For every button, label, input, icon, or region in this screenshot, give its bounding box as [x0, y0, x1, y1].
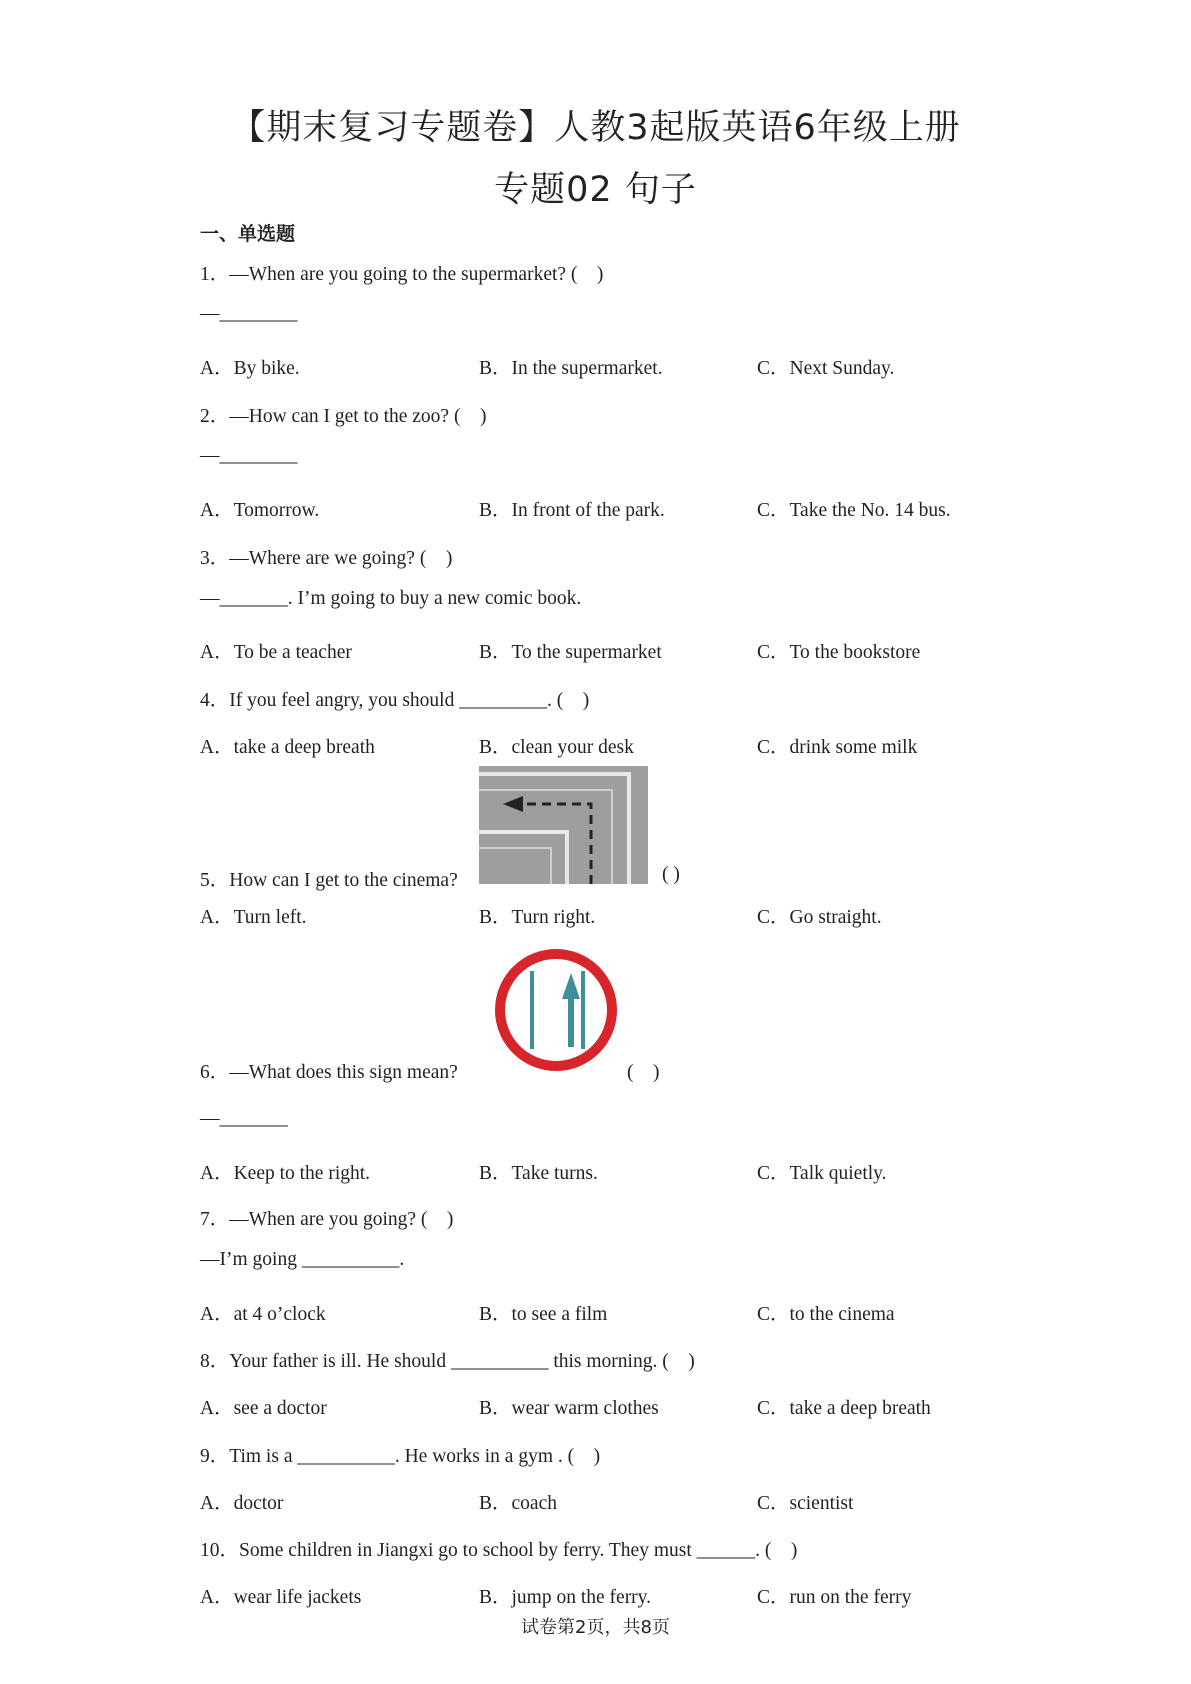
question-2-reply: —________ — [200, 445, 298, 466]
section-heading: 一、单选题 — [200, 223, 296, 245]
q2-option-c[interactable]: C．Take the No. 14 bus. — [757, 500, 951, 521]
question-5: 5．How can I get to the cinema? — [200, 870, 458, 891]
q6-option-a[interactable]: A．Keep to the right. — [200, 1163, 371, 1184]
q7-option-a[interactable]: A．at 4 o’clock — [200, 1304, 326, 1325]
road-route-image — [479, 766, 648, 884]
q5-option-c[interactable]: C．Go straight. — [757, 907, 882, 928]
q9-option-a[interactable]: A．doctor — [200, 1493, 284, 1514]
q8-option-b[interactable]: B．wear warm clothes — [479, 1398, 659, 1419]
page-title: 【期末复习专题卷】人教3起版英语6年级上册 — [230, 108, 961, 148]
q5-option-a[interactable]: A．Turn left. — [200, 907, 307, 928]
q3-option-a[interactable]: A．To be a teacher — [200, 642, 352, 663]
q4-option-c[interactable]: C．drink some milk — [757, 737, 918, 758]
question-10: 10．Some children in Jiangxi go to school by ferry. They must ______. ( ) — [200, 1540, 798, 1561]
question-9: 9．Tim is a __________. He works in a gym . ( ) — [200, 1446, 601, 1467]
question-7-reply: —I’m going __________. — [200, 1249, 405, 1270]
question-4: 4．If you feel angry, you should _________. ( ) — [200, 690, 590, 711]
q4-option-a[interactable]: A．take a deep breath — [200, 737, 375, 758]
q3-option-b[interactable]: B．To the supermarket — [479, 642, 662, 663]
q10-option-a[interactable]: A．wear life jackets — [200, 1587, 362, 1608]
q10-option-b[interactable]: B．jump on the ferry. — [479, 1587, 652, 1608]
q7-option-c[interactable]: C．to the cinema — [757, 1304, 895, 1325]
q4-option-b[interactable]: B．clean your desk — [479, 737, 634, 758]
q8-option-a[interactable]: A．see a doctor — [200, 1398, 327, 1419]
q9-option-c[interactable]: C．scientist — [757, 1493, 854, 1514]
question-3-reply: —_______. I’m going to buy a new comic book. — [200, 588, 582, 609]
q2-option-a[interactable]: A．Tomorrow. — [200, 500, 320, 521]
question-6-reply: —_______ — [200, 1108, 288, 1129]
traffic-sign-image — [492, 947, 620, 1073]
q7-option-b[interactable]: B．to see a film — [479, 1304, 608, 1325]
question-5-bracket: ( ) — [662, 864, 680, 885]
question-2: 2．—How can I get to the zoo? ( ) — [200, 406, 487, 427]
q1-option-b[interactable]: B．In the supermarket. — [479, 358, 663, 379]
q9-option-b[interactable]: B．coach — [479, 1493, 557, 1514]
q1-option-c[interactable]: C．Next Sunday. — [757, 358, 895, 379]
q3-option-c[interactable]: C．To the bookstore — [757, 642, 921, 663]
question-6-bracket: ( ) — [627, 1062, 660, 1083]
q8-option-c[interactable]: C．take a deep breath — [757, 1398, 931, 1419]
q6-option-c[interactable]: C．Talk quietly. — [757, 1163, 887, 1184]
question-1-reply: —________ — [200, 303, 298, 324]
question-6: 6．—What does this sign mean? — [200, 1062, 458, 1083]
q5-option-b[interactable]: B．Turn right. — [479, 907, 596, 928]
page-footer: 试卷第2页，共8页 — [521, 1617, 670, 1638]
page-subtitle: 专题02 句子 — [494, 170, 697, 210]
question-7: 7．—When are you going? ( ) — [200, 1209, 454, 1230]
question-8: 8．Your father is ill. He should __________ this morning. ( ) — [200, 1351, 695, 1372]
question-1: 1．—When are you going to the supermarket? ( ) — [200, 264, 604, 285]
question-3: 3．—Where are we going? ( ) — [200, 548, 453, 569]
q2-option-b[interactable]: B．In front of the park. — [479, 500, 665, 521]
q1-option-a[interactable]: A．By bike. — [200, 358, 300, 379]
q6-option-b[interactable]: B．Take turns. — [479, 1163, 598, 1184]
q10-option-c[interactable]: C．run on the ferry — [757, 1587, 912, 1608]
